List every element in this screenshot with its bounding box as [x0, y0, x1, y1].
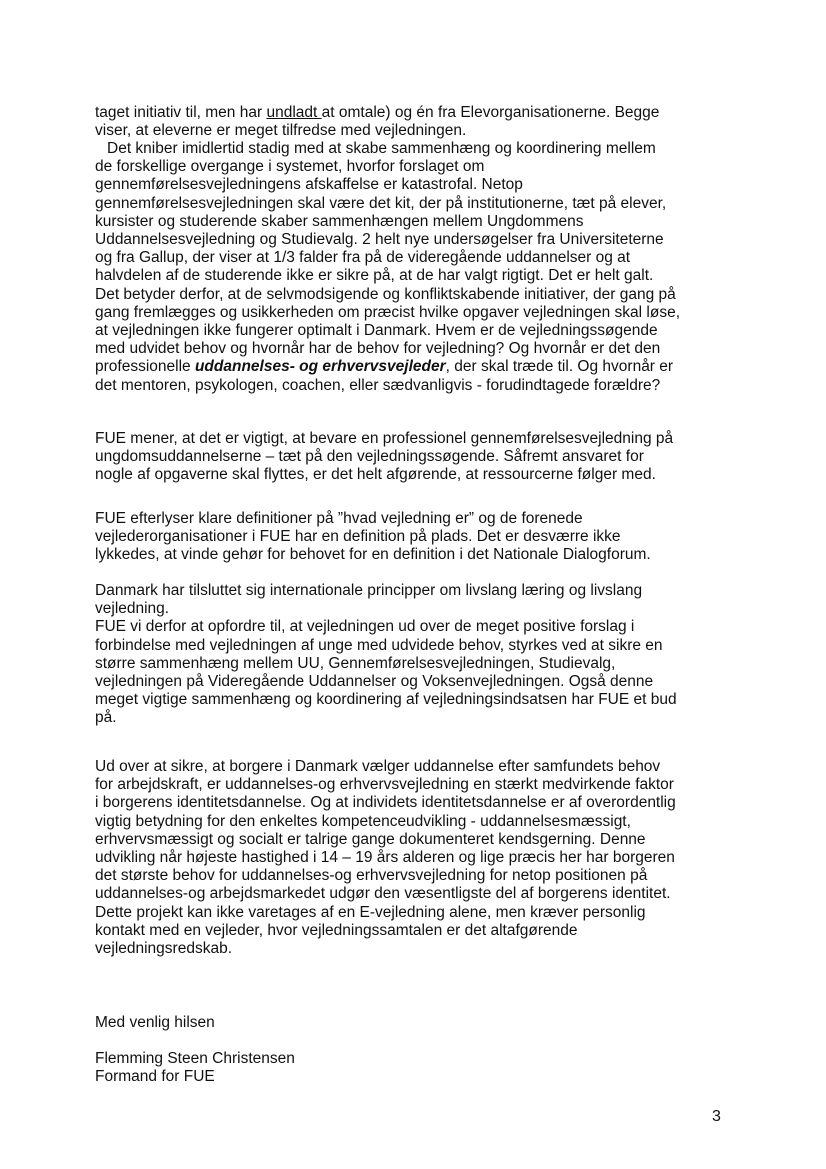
- text-line: vejledningen på Videregående Uddannelser og Voksenvejledningen. Også denne: [95, 673, 654, 691]
- text-line: erhvervsmæssigt og socialt er talrige gange dokumenteret kendsgerning. Denne: [95, 830, 646, 848]
- text-line: meget vigtige sammenhæng og koordinering af vejledningsindsatsen har FUE et bud: [95, 691, 677, 709]
- text-line: større sammenhæng mellem UU, Gennemførelsesvejledningen, Studievalg,: [95, 654, 616, 672]
- greeting-text: Med venlig hilsen: [95, 1014, 215, 1031]
- text-fragment: professionelle: [95, 358, 195, 376]
- text-line: på.: [95, 709, 117, 727]
- underlined-word: undladt: [266, 104, 322, 121]
- text-line: Ud over at sikre, at borgere i Danmark vælger uddannelse efter samfundets behov: [95, 758, 661, 775]
- paragraph-fue-opinion: [95, 430, 755, 485]
- text-line: gennemførelsesvejledningen skal være det kit, der på institutionerne, tæt på elever,: [95, 194, 667, 212]
- paragraph-coordination: [95, 140, 755, 395]
- text-fragment: at omtale) og én fra Elevorganisationerne. Begge: [321, 104, 660, 121]
- signatory-name: Flemming Steen Christensen: [95, 1050, 295, 1067]
- text-line: vigtig betydning for den enkeltes kompetenceudvikling - uddannelsesmæssigt,: [95, 812, 631, 830]
- page-number: 3: [712, 1108, 721, 1125]
- closing-greeting: [95, 1014, 755, 1032]
- text-line: vejledning.: [95, 600, 170, 618]
- text-line: vejlederorganisationer i FUE har en definition på plads. Det er desværre ikke: [95, 528, 621, 546]
- text-line: det mentoren, psykologen, coachen, eller sædvanligvis - forudindtagede forældre?: [95, 376, 661, 394]
- text-line: med udvidet behov og hvornår har de behov for vejledning? Og hvornår er det den: [95, 340, 661, 358]
- text-line: [95, 104, 755, 122]
- text-line: Det betyder derfor, at de selvmodsigende og konfliktskabende initiativer, der gang på: [95, 285, 676, 303]
- paragraph-intro: [95, 104, 755, 140]
- text-line: Uddannelsesvejledning og Studievalg. 2 helt nye undersøgelser fra Universiteterne: [95, 231, 664, 249]
- text-line: lykkedes, at vinde gehør for behovet for en definition i det Nationale Dialogforum.: [95, 546, 651, 564]
- signature-block: [95, 1050, 755, 1086]
- text-line: gennemførelsesvejledningens afskaffelse er katastrofal. Netop: [95, 176, 523, 194]
- text-fragment: taget initiativ til, men har: [95, 104, 267, 121]
- text-line: gang fremlægges og usikkerheden om præcist hvilke opgaver vejledningen skal løse,: [95, 303, 681, 321]
- text-line: halvdelen af de studerende ikke er sikre på, at de har valgt rigtigt. Det er helt galt.: [95, 267, 654, 285]
- text-line: viser, at eleverne er meget tilfredse med vejledningen.: [95, 122, 467, 140]
- text-fragment: , der skal træde til. Og hvornår er: [445, 358, 674, 376]
- paragraph-definitions: [95, 510, 755, 565]
- text-line: ungdomsuddannelserne – tæt på den vejledningssøgende. Såfremt ansvaret for: [95, 448, 644, 466]
- text-line: det største behov for uddannelses-og erhvervsvejledning for netop positionen på: [95, 867, 648, 885]
- text-line: kontakt med en vejleder, hvor vejledningssamtalen er det altafgørende: [95, 921, 578, 939]
- text-line: uddannelses-og arbejdsmarkedet udgør den væsentligste del af borgerens identitet.: [95, 885, 671, 903]
- paragraph-lifelong-guidance: [95, 582, 755, 728]
- text-line: udvikling når højeste hastighed i 14 – 19 års alderen og lige præcis her har borgeren: [95, 849, 675, 867]
- paragraph-identity: [95, 758, 755, 958]
- text-line: i borgerens identitetsdannelse. Og at individets identitetsdannelse er af overordentlig: [95, 794, 676, 812]
- text-line: og fra Gallup, der viser at 1/3 falder fra på de videregående uddannelser og at: [95, 249, 631, 267]
- text-line: vejledningsredskab.: [95, 940, 233, 958]
- text-line: kursister og studerende skaber sammenhængen mellem Ungdommens: [95, 212, 584, 230]
- text-line: Dette projekt kan ikke varetages af en E-vejledning alene, men kræver personlig: [95, 903, 646, 921]
- text-line: at vejledningen ikke fungerer optimalt i Danmark. Hvem er de vejledningssøgende: [95, 322, 658, 340]
- text-line: Danmark har tilsluttet sig internationale principper om livslang læring og livslang: [95, 582, 643, 599]
- text-line: FUE vi derfor at opfordre til, at vejledningen ud over de meget positive forslag i: [95, 618, 635, 636]
- text-line: forbindelse med vejledningen af unge med udvidede behov, styrkes ved at sikre en: [95, 636, 663, 654]
- text-line: for arbejdskraft, er uddannelses-og erhvervsvejledning en stærkt medvirkende faktor: [95, 776, 674, 794]
- text-line: Det kniber imidlertid stadig med at skabe sammenhæng og koordinering mellem: [107, 140, 656, 157]
- text-line: [95, 358, 755, 376]
- signatory-title: Formand for FUE: [95, 1068, 215, 1086]
- text-line: de forskellige overgange i systemet, hvorfor forslaget om: [95, 158, 485, 176]
- text-line: nogle af opgaverne skal flyttes, er det helt afgørende, at ressourcerne følger med.: [95, 466, 656, 484]
- emphasized-term: uddannelses- og erhvervsvejleder: [194, 358, 446, 376]
- text-line: FUE mener, at det er vigtigt, at bevare en professionel gennemførelsesvejledning på: [95, 430, 674, 447]
- text-line: FUE efterlyser klare definitioner på ”hvad vejledning er” og de forenede: [95, 510, 583, 527]
